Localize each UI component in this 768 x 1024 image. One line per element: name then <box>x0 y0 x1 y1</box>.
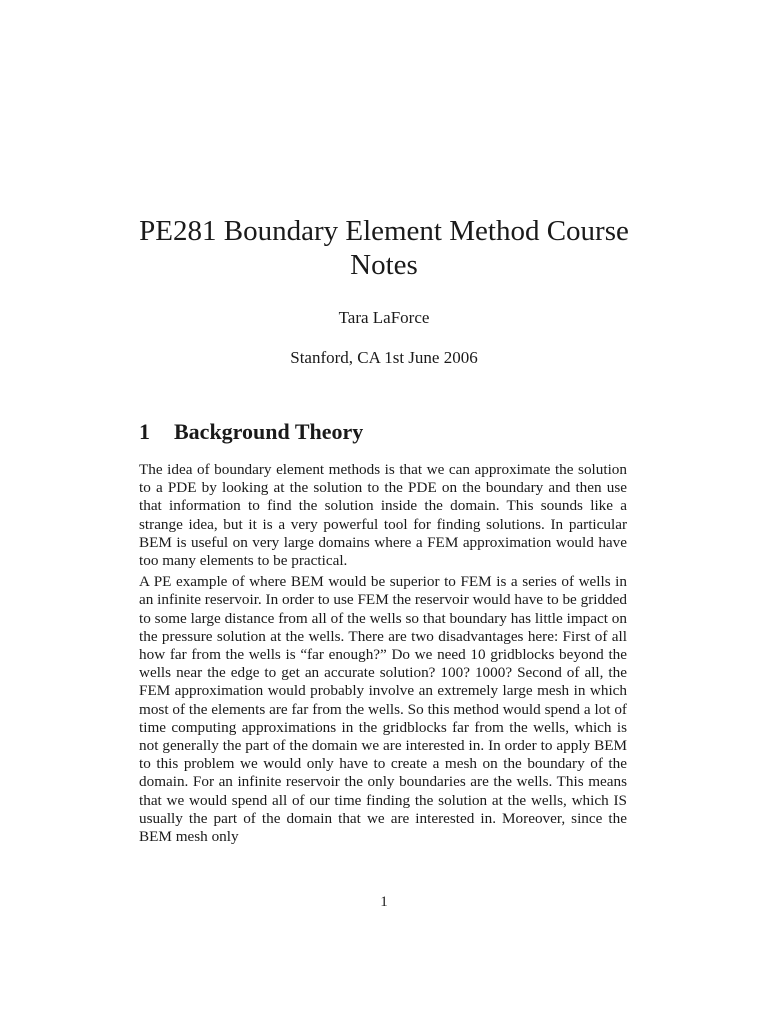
section-title: Background Theory <box>174 419 364 444</box>
section-heading <box>139 418 363 446</box>
place-date: Stanford, CA 1st June 2006 <box>290 348 478 367</box>
paragraph: A PE example of where BEM would be superior to FEM is a series of wells in an infinite reservoir. In order to use FEM the reservoir would have to be gridded to some large distance from all of the wells so that boundary has little impact on the pressure solution at the wells. There are two disadvantages here: First of all how far from the wells is “far enough?” Do we need 10 gridblocks beyond the wells near the edge to get an accurate solution? 100? 1000? Second of all, the FEM approximation would probably involve an extremely large mesh in which most of the elements are far from the wells. So this method would spend a lot of time computing approximations in the gridblocks far from the wells, which is not generally the part of the domain we are interested in. In order to apply BEM to this problem we would only have to create a mesh on the boundary of the domain. For an infinite reservoir the only boundaries are the wells. This means that we would spend all of our time finding the solution at the wells, which IS usually the part of the domain that we are interested in. Moreover, since the BEM mesh only <box>139 573 627 846</box>
document-title: PE281 Boundary Element Method Course Notes <box>139 215 629 281</box>
section-number: 1 <box>139 419 150 444</box>
author-name: Tara LaForce <box>338 308 430 327</box>
page-number: 1 <box>380 894 388 910</box>
body-text <box>139 461 627 849</box>
paragraph: The idea of boundary element methods is that we can approximate the solution to a PDE by looking at the solution to the PDE on the boundary and then use that information to find the solution inside the domain. This sounds like a strange idea, but it is a very powerful tool for finding solutions. In particular BEM is useful on very large domains where a FEM approximation would have too many elements to be practical. <box>139 461 627 570</box>
